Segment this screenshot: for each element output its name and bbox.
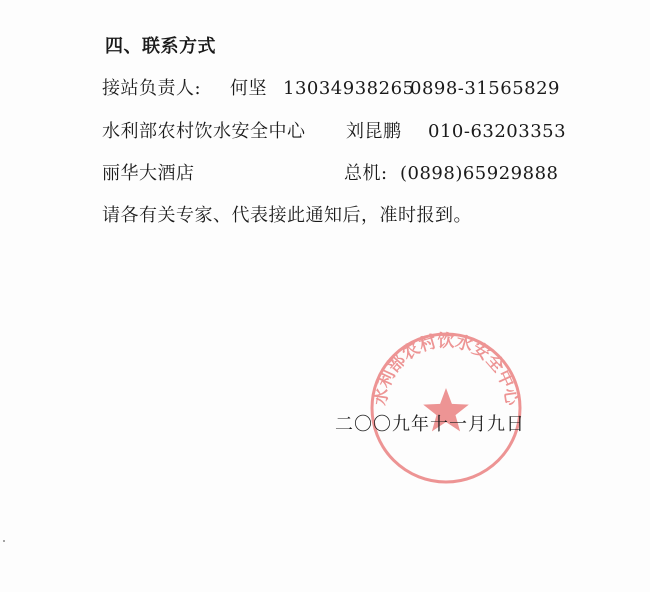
notice-text: 请各有关专家、代表接此通知后，准时报到。 xyxy=(102,205,472,226)
station-label: 接站负责人: xyxy=(102,78,202,99)
center-phone: 010-63203353 xyxy=(428,121,567,142)
issue-date: 二〇〇九年十一月九日 xyxy=(335,414,525,435)
section-heading: 四、联系方式 xyxy=(105,36,216,57)
official-seal-stamp xyxy=(368,330,524,486)
station-phone: 0898-31565829 xyxy=(410,78,561,99)
hotel-switch-phone: (0898)65929888 xyxy=(400,163,559,184)
center-org: 水利部农村饮水安全中心 xyxy=(102,121,306,142)
center-name: 刘昆鹏 xyxy=(346,121,402,142)
hotel-switch-label: 总机: xyxy=(344,163,388,184)
station-name: 何坚 xyxy=(230,78,267,99)
hotel-name: 丽华大酒店 xyxy=(102,163,195,184)
scan-speck xyxy=(3,540,5,542)
seal-text: 水利部农村饮水安全中心 xyxy=(370,331,522,407)
station-mobile: 13034938265 xyxy=(283,78,415,99)
